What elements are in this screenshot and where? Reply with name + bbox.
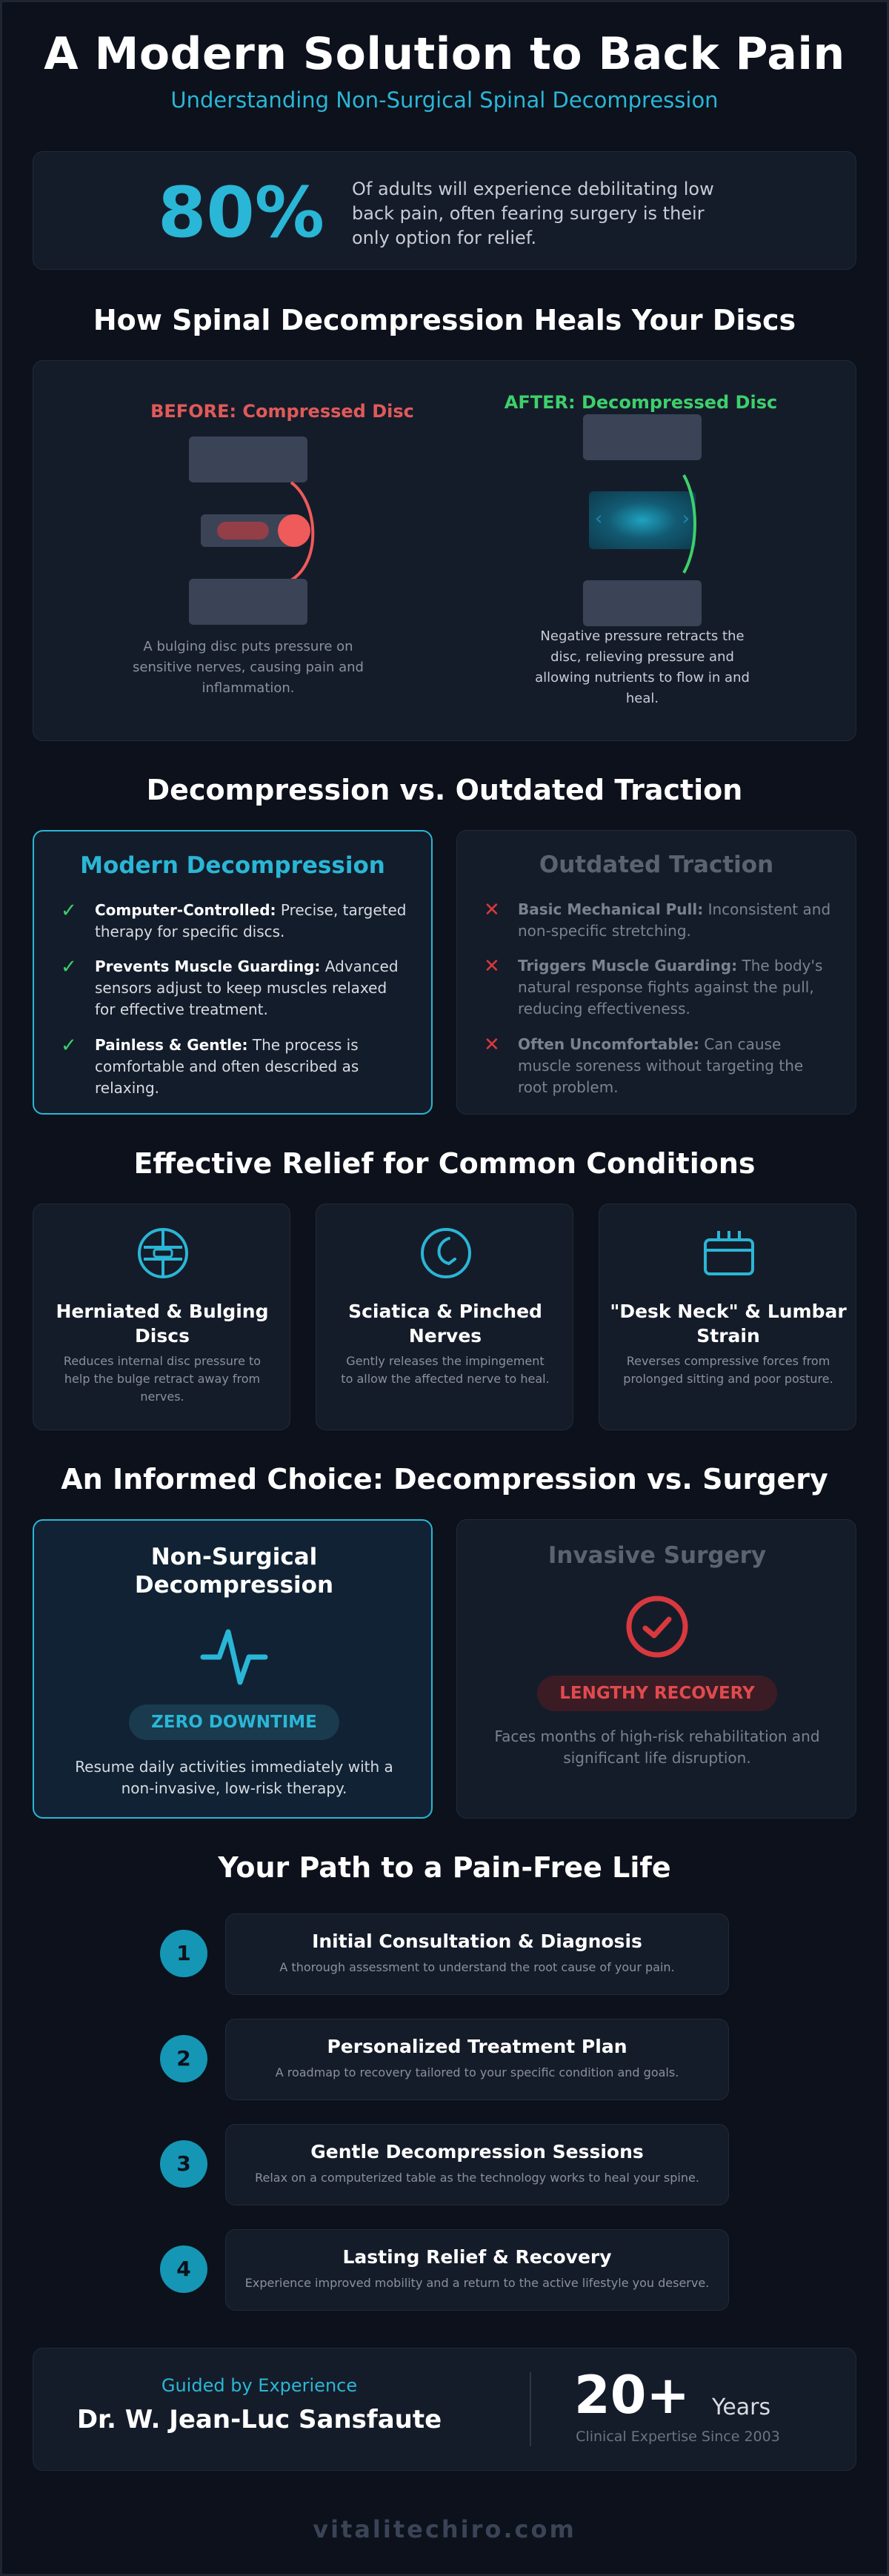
pinched-nerve-icon (285, 479, 330, 583)
step-card (225, 2229, 729, 2311)
stat-card (33, 151, 856, 270)
item-bold: Triggers Muscle Guarding: (518, 957, 738, 975)
nerve-icon (419, 1226, 473, 1280)
item-text: Inconsistent and non-specific stretching. (518, 900, 831, 940)
item-bold: Basic Mechanical Pull: (518, 900, 704, 918)
path-section-title: Your Path to a Pain-Free Life (218, 1851, 671, 1884)
stat-text: Of adults will experience debilitating low back pain, often fearing surgery is their only option for relief. (352, 179, 714, 248)
heartbeat-icon (200, 1624, 268, 1688)
years-number: 20+ (574, 2365, 690, 2426)
divider (530, 2372, 531, 2446)
doctor-name: Dr. W. Jean-Luc Sansfaute (76, 2405, 442, 2434)
step-number: 2 (160, 2035, 207, 2082)
outdated-title: Outdated Traction (539, 852, 774, 878)
vertebra-top-after (583, 414, 702, 460)
vertebra-bottom-after (583, 580, 702, 626)
page-title: A Modern Solution to Back Pain (44, 28, 845, 80)
condition-title: Herniated & Bulging Discs (56, 1301, 269, 1347)
condition-card-herniated (33, 1204, 290, 1430)
after-caption: Negative pressure retracts the disc, relieving pressure and allowing nutrients to flow in and heal. (535, 628, 750, 706)
chevron-left-icon: ‹ (595, 508, 603, 530)
surgery-desc: Faces months of high-risk rehabilitation and significant life disruption. (494, 1727, 820, 1767)
relieved-nerve-icon (679, 472, 709, 576)
modern-item (61, 956, 409, 1020)
conditions-section-title: Effective Relief for Common Conditions (133, 1147, 756, 1180)
x-icon: ✕ (484, 1034, 500, 1056)
condition-title: "Desk Neck" & Lumbar Strain (610, 1301, 847, 1347)
before-caption: A bulging disc puts pressure on sensitive nerves, causing pain and inflammation. (133, 639, 364, 696)
outdated-traction-card (456, 830, 856, 1115)
disc-diagram-card (33, 360, 856, 741)
step-desc: A roadmap to recovery tailored to your specific condition and goals. (275, 2065, 679, 2079)
modern-item (61, 900, 409, 943)
step-desc: A thorough assessment to understand the root cause of your pain. (279, 1960, 675, 1974)
step-title: Lasting Relief & Recovery (342, 2246, 612, 2268)
vertebra-top (189, 436, 307, 482)
nonsurgical-title: Non-Surgical Decompression (134, 1544, 334, 1599)
item-text: Can cause muscle soreness without targeting the root problem. (518, 1035, 804, 1096)
condition-card-sciatica (316, 1204, 573, 1430)
zero-downtime-badge: ZERO DOWNTIME (129, 1704, 339, 1740)
check-icon: ✓ (61, 956, 77, 978)
item-bold: Painless & Gentle: (95, 1036, 248, 1054)
lengthy-recovery-badge: LENGTHY RECOVERY (537, 1676, 777, 1711)
item-bold: Prevents Muscle Guarding: (95, 957, 321, 975)
outdated-item (484, 1034, 832, 1098)
spine-disc-icon (136, 1226, 190, 1280)
step-title: Initial Consultation & Diagnosis (312, 1931, 642, 1952)
step-number: 3 (160, 2140, 207, 2188)
page-subtitle: Understanding Non-Surgical Spinal Decompression (170, 87, 719, 113)
surgery-title: Invasive Surgery (547, 1542, 767, 1569)
condition-desc: Reverses compressive forces from prolonged sitting and poor posture. (623, 1354, 833, 1386)
x-icon: ✕ (484, 899, 500, 921)
guided-label: Guided by Experience (161, 2375, 358, 2396)
after-label: AFTER: Decompressed Disc (504, 392, 778, 413)
stat-value: 80% (158, 173, 324, 253)
condition-desc: Reduces internal disc pressure to help the bulge retract away from nerves. (63, 1354, 262, 1404)
doctor-card (33, 2348, 856, 2471)
modern-title: Modern Decompression (80, 852, 385, 879)
surgery-card (456, 1519, 856, 1819)
item-text: The process is comfortable and often described as relaxing. (95, 1036, 359, 1097)
step-desc: Relax on a computerized table as the technology works to heal your spine. (255, 2171, 699, 2185)
condition-title: Sciatica & Pinched Nerves (348, 1301, 542, 1347)
modern-item (61, 1035, 409, 1099)
step-number: 1 (160, 1930, 207, 1977)
item-bold: Computer-Controlled: (95, 901, 276, 919)
step-title: Gentle Decompression Sessions (310, 2141, 644, 2162)
item-text: Advanced sensors adjust to keep muscles relaxed for effective treatment. (95, 957, 399, 1018)
chevron-right-icon: › (682, 508, 690, 530)
heal-section-title: How Spinal Decompression Heals Your Discs (93, 304, 796, 336)
website-link[interactable]: vitalitechiro.com (313, 2515, 576, 2543)
outdated-item (484, 899, 832, 942)
modern-decompression-card (33, 830, 433, 1115)
comparison-section-title: Decompression vs. Outdated Traction (146, 774, 743, 806)
step-card (225, 2019, 729, 2100)
since-label: Clinical Expertise Since 2003 (576, 2429, 780, 2445)
outdated-item (484, 955, 832, 1020)
check-icon: ✓ (61, 900, 77, 922)
step-card (225, 1913, 729, 1995)
desk-icon (702, 1226, 756, 1280)
before-label: BEFORE: Compressed Disc (150, 401, 414, 422)
condition-desc: Gently releases the impingement to allow the affected nerve to heal. (341, 1354, 550, 1386)
step-number: 4 (160, 2245, 207, 2293)
check-icon: ✓ (61, 1035, 77, 1057)
nonsurgical-desc: Resume daily activities immediately with a non-invasive, low-risk therapy. (75, 1758, 393, 1797)
choice-section-title: An Informed Choice: Decompression vs. Surgery (61, 1463, 828, 1496)
item-text: The body's natural response fights against the pull, reducing effectiveness. (518, 957, 823, 1018)
step-title: Personalized Treatment Plan (327, 2036, 627, 2057)
nonsurgical-card (33, 1519, 433, 1819)
vertebra-bottom (189, 579, 307, 625)
condition-card-desk-neck (599, 1204, 856, 1430)
step-desc: Experience improved mobility and a return to the active lifestyle you deserve. (244, 2276, 710, 2290)
alert-check-icon (625, 1594, 690, 1659)
step-card (225, 2124, 729, 2205)
years-word: Years (712, 2394, 771, 2420)
x-icon: ✕ (484, 955, 500, 977)
item-bold: Often Uncomfortable: (518, 1035, 700, 1053)
item-text: Precise, targeted therapy for specific discs. (95, 901, 407, 940)
